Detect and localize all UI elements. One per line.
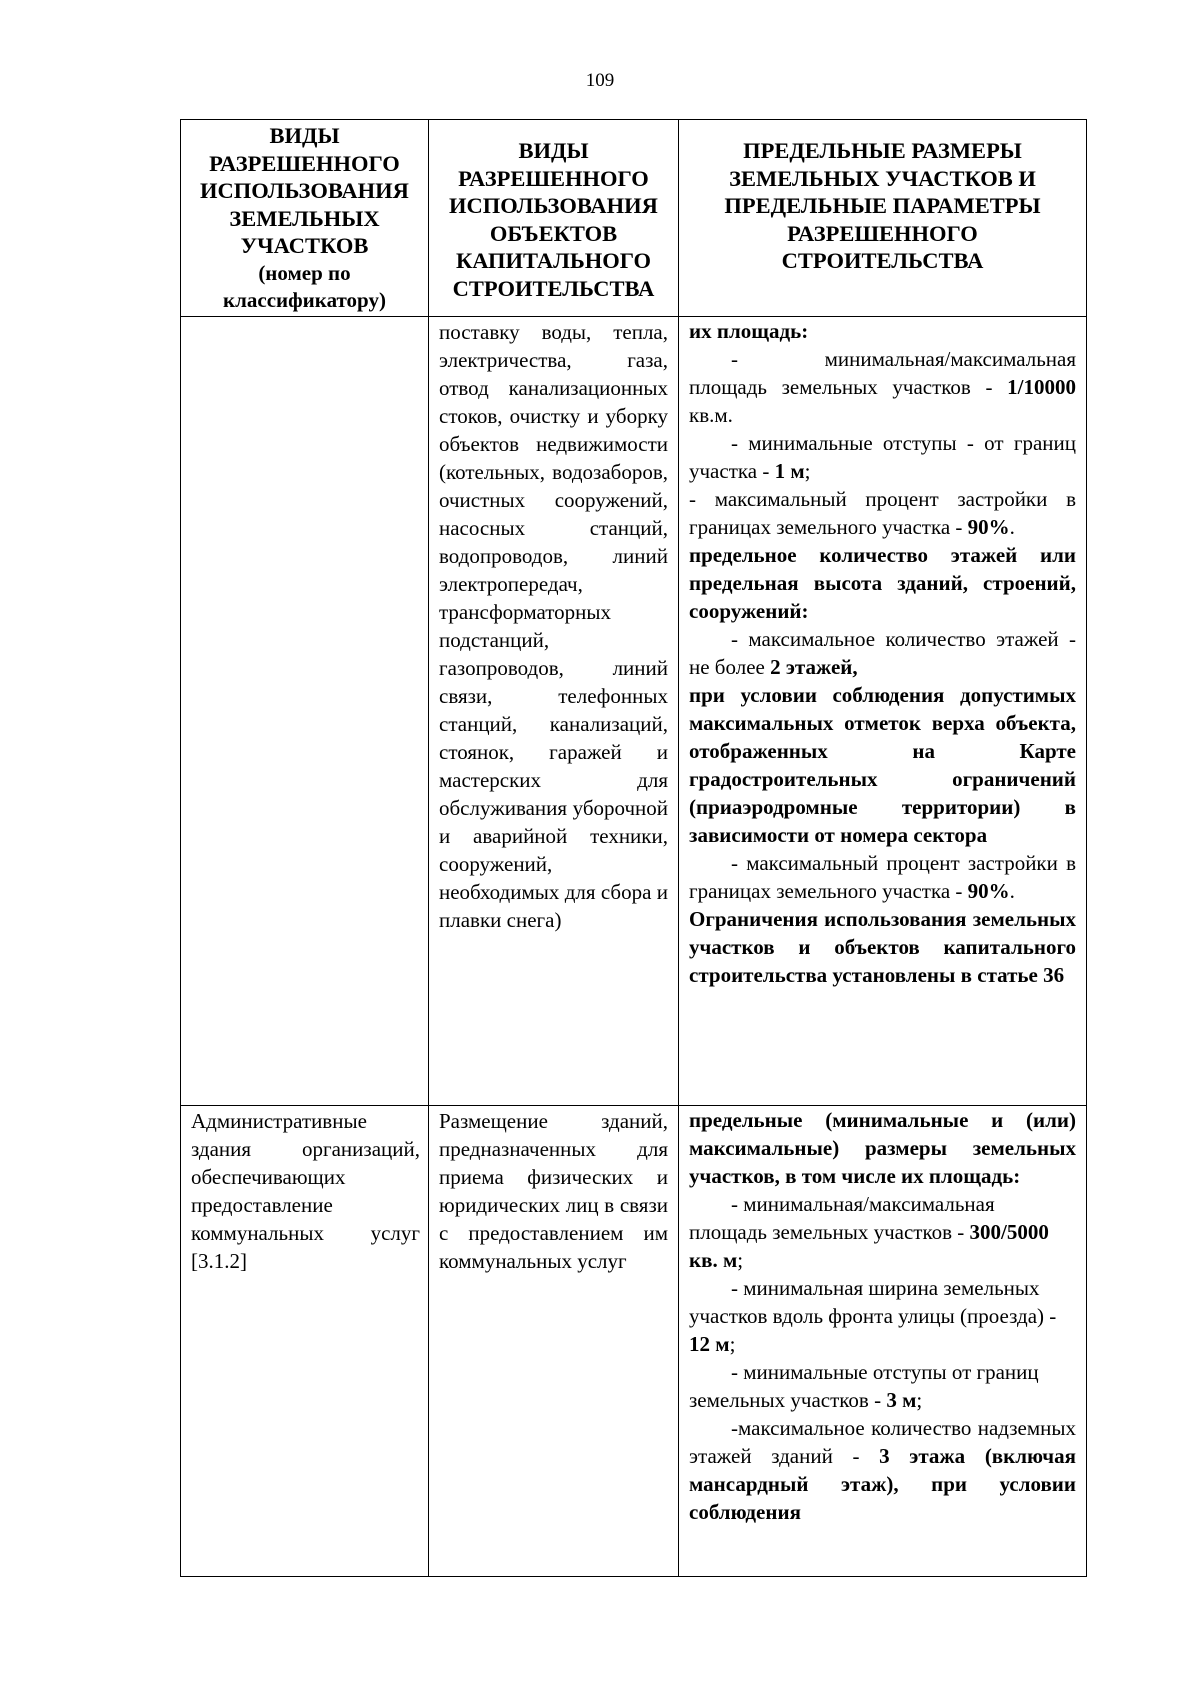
- header-construction-use-types: [429, 120, 679, 317]
- header-limit-parameters: [679, 120, 1087, 317]
- land-use-table: [180, 119, 1087, 1577]
- row1-coverage-limit-2: [689, 849, 1076, 905]
- row1-construction-use-text: поставку воды, тепла, электричества, газа, отвод канализационных стоков, очистку и уборку объектов недвижимости (котельных, водозаборов, очистных сооружений, насосных станций, водопроводов, линий электропередач, трансформаторных подстанций, газопроводов, линий связи, телефонных станций, канализаций, стоянок, гаражей и мастерских для обслуживания уборочной и аварийной техники, сооружений, необходимых для сбора и плавки снега): [439, 319, 668, 932]
- row1-floors-label: - максимальное количество этажей - не более: [689, 626, 1076, 679]
- row1-coverage-value: 90%: [967, 514, 1010, 539]
- row2-setback-end: ;: [916, 1387, 923, 1412]
- row1-floors-value: 2 этажей,: [770, 654, 858, 679]
- row1-restrictions-note: Ограничения использования земельных участков и объектов капитального строительства установлены в статье 36: [689, 906, 1076, 987]
- row2-construction-use-cell: [429, 1105, 679, 1576]
- row2-floors-label: -максимальное количество надземных этажей зданий -: [689, 1415, 1076, 1468]
- row1-land-use-cell: [181, 316, 429, 1105]
- row1-setback-label: - минимальные отступы - от границ участка -: [689, 430, 1076, 483]
- row2-area-limit: [689, 1190, 1076, 1274]
- header-land-use-types: [181, 120, 429, 317]
- row2-width-limit: [689, 1274, 1076, 1358]
- header-classifier-note: (номер по классификатору): [223, 260, 386, 312]
- row1-coverage2-value: 90%: [967, 878, 1010, 903]
- row2-setback-value: 3 м: [886, 1387, 917, 1412]
- row2-area-label: - минимальная/максимальная площадь земельных участков -: [689, 1191, 995, 1244]
- row2-width-value: 12 м: [689, 1331, 730, 1356]
- row2-area-value: 300/5000 кв. м: [689, 1219, 1049, 1272]
- row1-parameters-text: [679, 317, 1086, 989]
- page-number: 109: [585, 70, 615, 91]
- row1-height-condition: при условии соблюдения допустимых максимальных отметок верха объекта, отображенных на Карте градостроительных ограничений (приаэродромные территории) в зависимости от номера сектора: [689, 682, 1076, 847]
- row1-setback-limit: [689, 429, 1076, 485]
- row2-width-end: ;: [729, 1331, 736, 1356]
- row2-floors-limit: [689, 1414, 1076, 1526]
- row2-parameters-cell: [679, 1105, 1087, 1576]
- row2-setback-label: - минимальные отступы от границ земельных участков -: [689, 1359, 1039, 1412]
- header-land-use-title: ВИДЫ РАЗРЕШЕННОГО ИСПОЛЬЗОВАНИЯ ЗЕМЕЛЬНЫХ УЧАСТКОВ: [200, 123, 409, 258]
- row1-setback-value: 1 м: [774, 458, 805, 483]
- row1-coverage2-end: .: [1009, 878, 1015, 903]
- row1-coverage-end: .: [1009, 514, 1015, 539]
- table-row: [181, 1105, 1087, 1576]
- row1-area-limit: [689, 345, 1076, 429]
- row1-area-unit: кв.м.: [689, 402, 733, 427]
- table-row: [181, 316, 1087, 1105]
- row1-coverage-label: - максимальный процент застройки в границах земельного участка -: [689, 486, 1076, 539]
- row2-area-end: ;: [737, 1247, 744, 1272]
- row2-setback-limit: [689, 1358, 1076, 1414]
- header-construction-use-title: ВИДЫ РАЗРЕШЕННОГО ИСПОЛЬЗОВАНИЯ ОБЪЕКТОВ КАПИТАЛЬНОГО СТРОИТЕЛЬСТВА: [449, 138, 658, 301]
- row2-land-use-cell: [181, 1105, 429, 1576]
- row2-parameters-text: [679, 1106, 1086, 1526]
- row1-area-heading: их площадь:: [689, 318, 809, 343]
- row2-width-label: - минимальная ширина земельных участков вдоль фронта улицы (проезда) -: [689, 1275, 1057, 1328]
- row2-size-heading: предельные (минимальные и (или) максимальные) размеры земельных участков, в том числе их площадь:: [689, 1107, 1076, 1188]
- row1-coverage2-label: - максимальный процент застройки в границах земельного участка -: [689, 850, 1076, 903]
- row1-floors-heading: предельное количество этажей или предельная высота зданий, строений, сооружений:: [689, 542, 1076, 623]
- row1-land-use-text: [181, 317, 428, 318]
- row1-area-value: 1/10000: [1007, 374, 1076, 399]
- row1-coverage-limit: [689, 485, 1076, 541]
- table-header-row: [181, 120, 1087, 317]
- row2-floors-value: 3 этажа (включая мансардный этаж), при условии соблюдения: [689, 1443, 1076, 1524]
- row2-construction-use-text: Размещение зданий, предназначенных для приема физических и юридических лиц в связи с предоставлением им коммунальных услуг: [439, 1108, 668, 1273]
- row1-area-label: - минимальная/максимальная площадь земельных участков -: [689, 346, 1076, 399]
- row1-setback-end: ;: [804, 458, 811, 483]
- header-limit-parameters-title: ПРЕДЕЛЬНЫЕ РАЗМЕРЫ ЗЕМЕЛЬНЫХ УЧАСТКОВ И ПРЕДЕЛЬНЫЕ ПАРАМЕТРЫ РАЗРЕШЕННОГО СТРОИТЕЛЬСТВА: [724, 138, 1041, 273]
- row1-parameters-cell: [679, 316, 1087, 1105]
- row1-construction-use-cell: [429, 316, 679, 1105]
- row2-land-use-text: Административные здания организаций, обеспечивающих предоставление коммунальных услуг [3.1.2]: [191, 1108, 420, 1273]
- row1-floors-limit: [689, 625, 1076, 681]
